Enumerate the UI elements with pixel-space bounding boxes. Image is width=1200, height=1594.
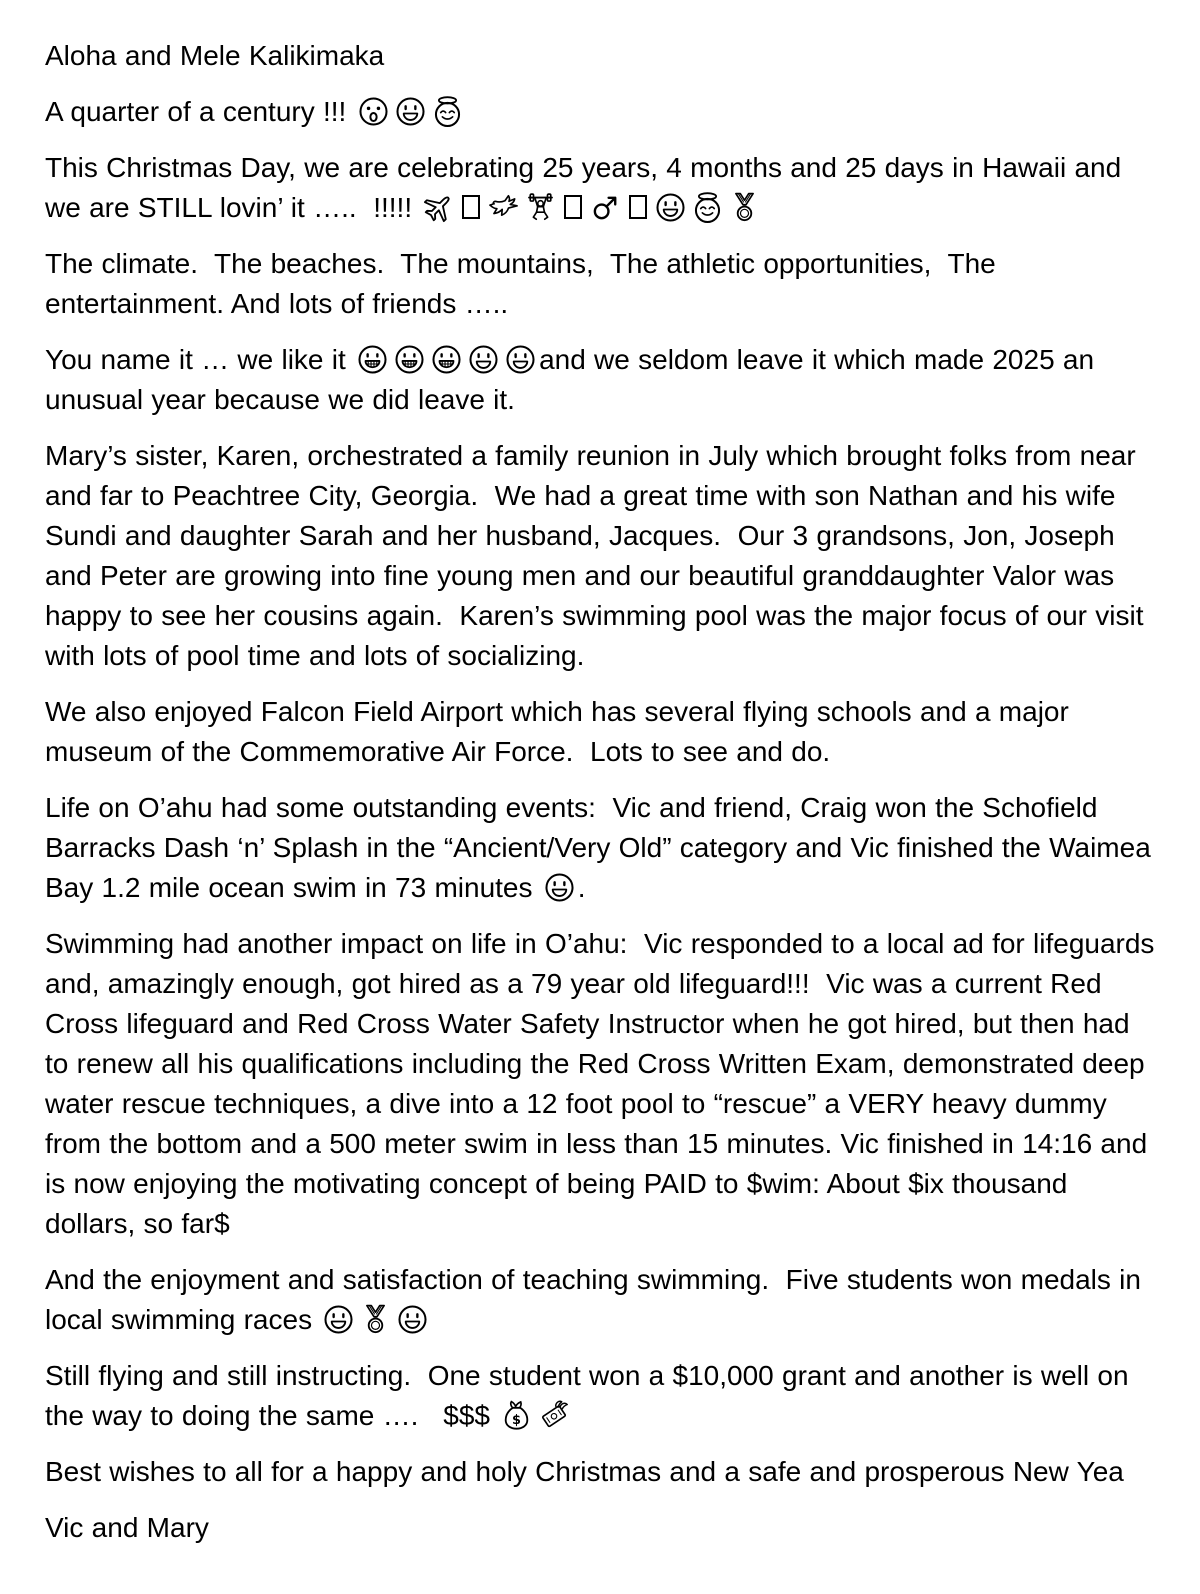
beaming-face-icon xyxy=(393,343,426,376)
halo-face-icon xyxy=(691,191,724,224)
paragraph: And the enjoyment and satisfaction of teaching swimming. Five students won medals in local swimming races xyxy=(45,1264,1150,1335)
medal-icon xyxy=(728,191,761,224)
open-mouth-face-icon xyxy=(357,95,390,128)
letter-body xyxy=(45,36,1163,1548)
male-sign-icon xyxy=(589,191,622,224)
weightlifter-icon xyxy=(524,191,557,224)
missing-glyph-box xyxy=(629,195,647,219)
beaming-face-icon xyxy=(356,343,389,376)
paragraph: We also enjoyed Falcon Field Airport which has several flying schools and a major museum of the Commemorative Air Force. Lots to see and do. xyxy=(45,696,1078,767)
eagle-icon xyxy=(487,191,520,224)
halo-face-icon xyxy=(431,95,464,128)
missing-glyph-box xyxy=(462,195,480,219)
paragraph: You name it … we like it and we seldom leave it which made 2025 an unusual year because we did leave it. xyxy=(45,344,1103,415)
grinning-face-icon xyxy=(467,343,500,376)
grinning-face-icon xyxy=(396,1303,429,1336)
paragraph: The climate. The beaches. The mountains, The athletic opportunities, The entertainment. And lots of friends ….. xyxy=(45,248,1005,319)
paragraph: This Christmas Day, we are celebrating 25 years, 4 months and 25 days in Hawaii and we are STILL lovin’ it ….. !!!!! xyxy=(45,148,1160,228)
grinning-face-icon xyxy=(394,95,427,128)
money-wings-icon xyxy=(537,1399,570,1432)
paragraph: Vic and Mary xyxy=(45,1512,209,1543)
medal-icon xyxy=(359,1303,392,1336)
beaming-face-icon xyxy=(430,343,463,376)
paragraph: Life on O’ahu had some outstanding events: Vic and friend, Craig won the Schofield Barracks Dash ‘n’ Splash in the “Ancient/Very Old” category and Vic finished the Waimea Bay 1.2 mile ocean swim in 73 minutes . xyxy=(45,792,1160,903)
paragraph: Swimming had another impact on life in O’ahu: Vic responded to a local ad for lifeguards and, amazingly enough, got hired as a 79 year old lifeguard!!! Vic was a current Red Cross lifeguard and Red Cross Water Safety Instructor when he got hired, but then had to renew all his qualifications including the Red Cross Written Exam, demonstrated deep water rescue techniques, a dive into a 12 foot pool to “rescue” a VERY heavy dummy from the bottom and a 500 meter swim in less than 15 minutes. Vic finished in 14:16 and is now enjoying the motivating concept of being PAID to $wim: About $ix thousand dollars, so far$ xyxy=(45,928,1163,1239)
paragraph: Still flying and still instructing. One student won a $10,000 grant and another is well on the way to doing the same …. $$$ xyxy=(45,1360,1137,1431)
grinning-face-icon xyxy=(322,1303,355,1336)
missing-glyph-box xyxy=(564,195,582,219)
paragraph: Aloha and Mele Kalikimaka xyxy=(45,40,385,71)
paragraph: Best wishes to all for a happy and holy Christmas and a safe and prosperous New Yea xyxy=(45,1456,1124,1487)
grinning-face-icon xyxy=(504,343,537,376)
paragraph: A quarter of a century !!! xyxy=(45,92,1160,132)
airplane-icon xyxy=(422,191,455,224)
grinning-face-icon xyxy=(543,871,576,904)
paragraph: Mary’s sister, Karen, orchestrated a family reunion in July which brought folks from near and far to Peachtree City, Georgia. We had a great time with son Nathan and his wife Sundi and daughter Sarah and her husband, Jacques. Our 3 grandsons, Jon, Joseph and Peter are growing into fine young men and our beautiful granddaughter Valor was happy to see her cousins again. Karen’s swimming pool was the major focus of our visit with lots of pool time and lots of socializing. xyxy=(45,440,1152,671)
grinning-face-icon xyxy=(654,191,687,224)
money-bag-icon xyxy=(500,1399,533,1432)
